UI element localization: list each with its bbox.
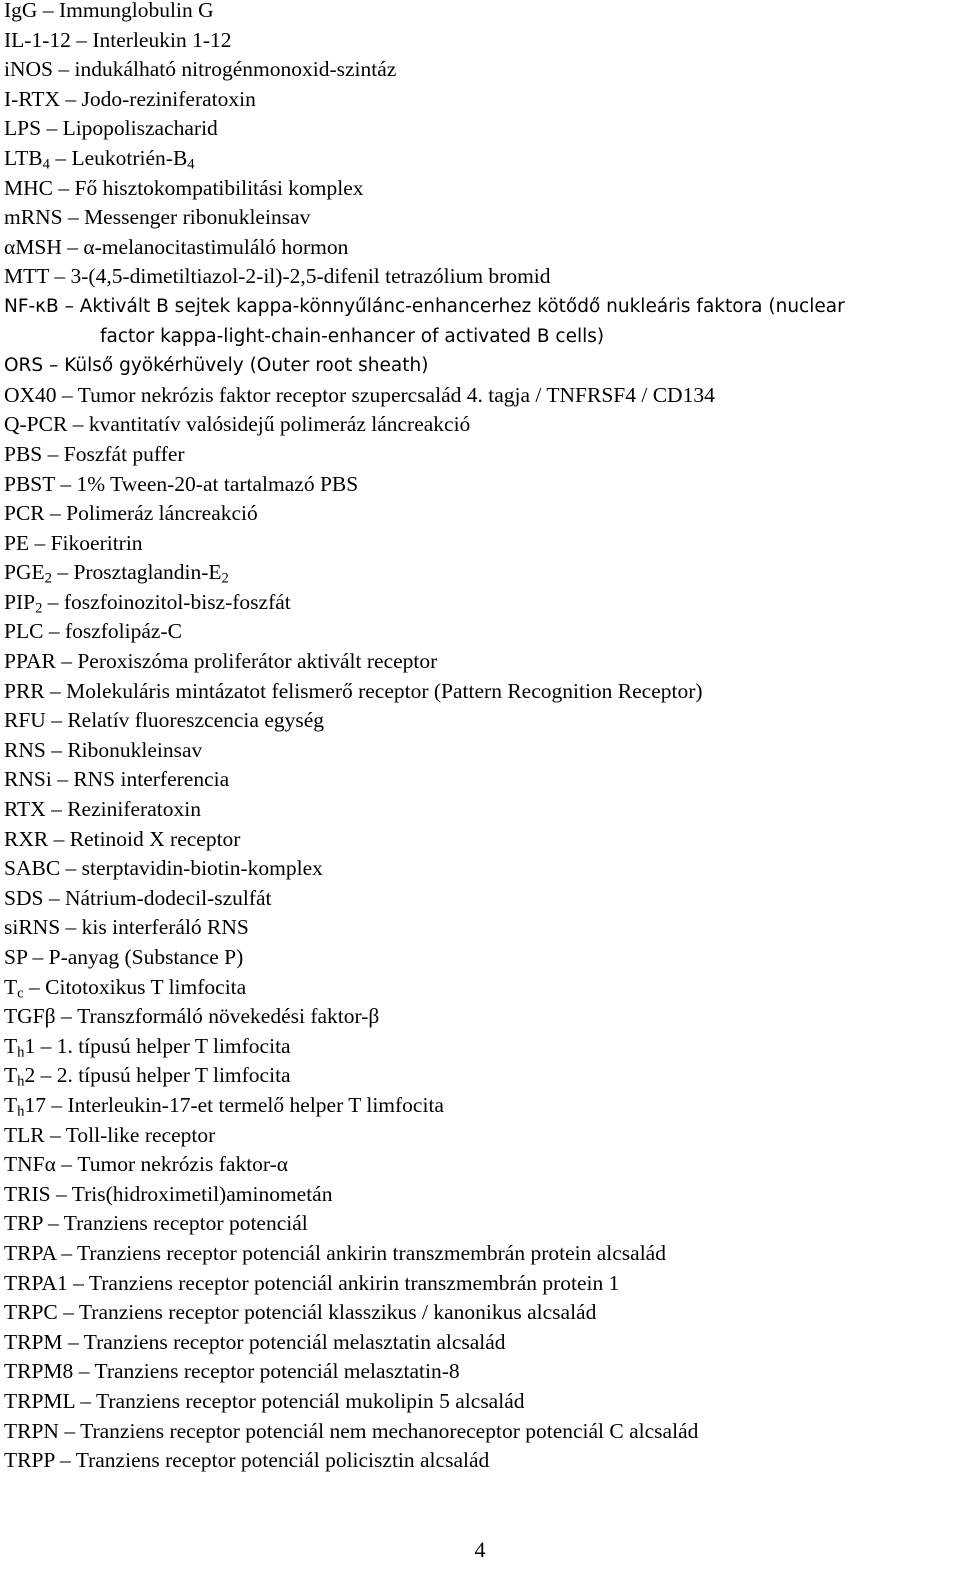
- abbreviation-entry: [4, 1002, 959, 1032]
- separator-dash: –: [49, 264, 71, 289]
- abbreviation-entry: [4, 0, 959, 26]
- separator-dash: –: [73, 1359, 95, 1384]
- abbreviation-term: MTT: [4, 264, 49, 289]
- abbreviation-definition: Reziniferatoxin: [67, 797, 201, 822]
- abbreviation-definition: Tumor nekrózis faktor receptor szupercsalád 4. tagja / TNFRSF4 / CD134: [77, 382, 715, 407]
- abbreviation-entry: [4, 736, 959, 766]
- abbreviation-term: T: [4, 974, 18, 999]
- abbreviation-definition: Toll-like receptor: [65, 1122, 216, 1147]
- abbreviation-term: PBST: [4, 471, 55, 496]
- abbreviation-definition: Polimeráz láncreakció: [66, 501, 258, 526]
- abbreviation-definition: Fikoeritrin: [50, 530, 143, 555]
- abbreviation-term: TRIS: [4, 1181, 51, 1206]
- abbreviation-entry: [4, 677, 959, 707]
- separator-dash: –: [50, 1181, 72, 1206]
- abbreviation-definition: Citotoxikus T limfocita: [45, 974, 247, 999]
- abbreviation-term: TRPN: [4, 1418, 59, 1443]
- separator-dash: –: [60, 86, 82, 111]
- abbreviation-entry: [4, 114, 959, 144]
- abbreviation-term: OX40: [4, 382, 57, 407]
- abbreviation-term: TRPM: [4, 1329, 63, 1354]
- separator-dash: –: [60, 856, 82, 881]
- abbreviation-entry: [4, 854, 959, 884]
- abbreviation-term: PRR: [4, 678, 45, 703]
- abbreviation-definition: 1% Tween-20-at tartalmazó PBS: [76, 471, 359, 496]
- abbreviation-term: iNOS: [4, 57, 53, 82]
- abbreviation-entry: [4, 825, 959, 855]
- separator-dash: –: [44, 678, 67, 703]
- separator-dash: –: [58, 295, 80, 317]
- abbreviation-definition: Interleukin 1-12: [92, 27, 232, 52]
- abbreviation-definition: Retinoid X receptor: [69, 826, 241, 851]
- abbreviation-definition: Fő hisztokompatibilitási komplex: [74, 175, 364, 200]
- separator-dash: –: [42, 441, 64, 466]
- abbreviation-subscript: c: [17, 985, 24, 1002]
- abbreviation-entry: [4, 588, 959, 618]
- abbreviation-term: TRPC: [4, 1300, 58, 1325]
- separator-dash: –: [45, 708, 68, 733]
- abbreviation-term: RNS: [4, 737, 46, 762]
- separator-dash: –: [67, 412, 89, 437]
- abbreviation-definition: Aktivált B sejtek kappa-könnyűlánc-enhancerhez kötődő nukleáris faktora (nuclear: [79, 295, 845, 317]
- abbreviation-definition: Nátrium-dodecil-szulfát: [64, 885, 272, 910]
- abbreviation-term: IL-1-12: [4, 27, 71, 52]
- abbreviation-entry: [4, 26, 959, 56]
- abbreviation-term: T: [4, 1092, 18, 1117]
- abbreviation-definition: RNS interferencia: [73, 767, 230, 792]
- abbreviation-term: RTX: [4, 797, 46, 822]
- abbreviation-entry: [4, 351, 959, 381]
- abbreviation-term: T: [4, 1063, 18, 1088]
- separator-dash: –: [48, 826, 70, 851]
- abbreviation-entry: [4, 470, 959, 500]
- separator-dash: –: [44, 501, 67, 526]
- abbreviation-term: mRNS: [4, 205, 63, 230]
- separator-dash: –: [43, 619, 65, 644]
- separator-dash: –: [55, 1240, 77, 1265]
- abbreviation-entry: [4, 795, 959, 825]
- separator-dash: –: [35, 1063, 57, 1088]
- separator-dash: –: [45, 797, 68, 822]
- abbreviation-definition: Tranziens receptor potenciál nem mechanoreceptor potenciál C alcsalád: [80, 1418, 699, 1443]
- abbreviation-definition: P-anyag (Substance P): [48, 945, 244, 969]
- abbreviation-entry: [4, 1357, 959, 1387]
- abbreviation-entry: [4, 174, 959, 204]
- abbreviation-suffix: 2: [24, 1063, 36, 1088]
- abbreviation-definition: Tranziens receptor potenciál mukolipin 5 alcsalád: [96, 1388, 525, 1413]
- abbreviation-term: αMSH: [4, 234, 62, 259]
- abbreviation-term: RXR: [4, 826, 49, 851]
- separator-dash: –: [57, 1300, 79, 1325]
- abbreviation-entry: [4, 1387, 959, 1417]
- abbreviation-definition: sterptavidin-biotin-komplex: [81, 856, 323, 881]
- abbreviation-term: PBS: [4, 441, 43, 466]
- abbreviation-entry: [4, 706, 959, 736]
- abbreviation-entry: [4, 1446, 959, 1476]
- separator-dash: –: [23, 974, 46, 999]
- separator-dash: –: [61, 234, 84, 259]
- abbreviation-definition: Relatív fluoreszcencia egység: [67, 708, 325, 733]
- abbreviation-subscript: h: [17, 1044, 25, 1061]
- abbreviation-term: TRPA: [4, 1240, 56, 1265]
- separator-dash: –: [41, 116, 63, 141]
- separator-dash: –: [58, 1418, 81, 1443]
- abbreviation-term: I-RTX: [4, 86, 61, 111]
- abbreviation-entry: [4, 233, 959, 263]
- abbreviation-entry: [4, 943, 959, 973]
- abbreviation-entry: [4, 1298, 959, 1328]
- separator-dash: –: [54, 1448, 76, 1473]
- separator-dash: –: [51, 767, 74, 792]
- abbreviation-definition: Tranziens receptor potenciál ankirin transzmembrán protein alcsalád: [76, 1240, 666, 1265]
- separator-dash: –: [42, 1211, 64, 1236]
- abbreviation-term: SP: [4, 945, 28, 969]
- abbreviation-term: LPS: [4, 116, 42, 141]
- abbreviation-definition: foszfolipáz-C: [64, 619, 182, 644]
- separator-dash: –: [70, 27, 93, 52]
- abbreviation-definition: 2. típusú helper T limfocita: [56, 1063, 291, 1088]
- separator-dash: –: [42, 589, 64, 614]
- abbreviation-entry: [4, 765, 959, 795]
- abbreviation-entry: [4, 1209, 959, 1239]
- abbreviation-subscript: 4: [42, 156, 50, 173]
- abbreviation-entry: [4, 1061, 959, 1091]
- abbreviation-entry: [4, 1032, 959, 1062]
- abbreviation-term: SDS: [4, 885, 44, 910]
- separator-dash: –: [55, 1152, 78, 1177]
- separator-dash: –: [55, 649, 78, 674]
- abbreviation-term: LTB: [4, 145, 43, 170]
- separator-dash: –: [43, 355, 65, 377]
- abbreviation-entry: [4, 884, 959, 914]
- separator-dash: –: [52, 57, 75, 82]
- abbreviation-subscript: 2: [44, 570, 52, 587]
- abbreviation-term: T: [4, 1033, 18, 1058]
- abbreviation-definition: Tranziens receptor potenciál: [63, 1211, 308, 1236]
- abbreviation-term: TRP: [4, 1211, 43, 1236]
- abbreviation-entry: [4, 144, 959, 174]
- separator-dash: –: [55, 471, 77, 496]
- abbreviation-entry: [4, 440, 959, 470]
- separator-dash: –: [45, 737, 68, 762]
- abbreviation-entry: [4, 1180, 959, 1210]
- abbreviation-term: Q-PCR: [4, 412, 68, 437]
- abbreviation-definition: α-melanocitastimuláló hormon: [83, 234, 349, 259]
- abbreviation-definition: 1. típusú helper T limfocita: [56, 1033, 291, 1058]
- separator-dash: –: [56, 382, 78, 407]
- abbreviation-definition: Tranziens receptor potenciál policisztin alcsalád: [75, 1448, 490, 1473]
- abbreviation-entry: [4, 499, 959, 529]
- separator-dash: –: [67, 1270, 89, 1295]
- separator-dash: –: [27, 945, 49, 969]
- separator-dash: –: [35, 1033, 57, 1058]
- abbreviation-term: NF-κB: [4, 295, 59, 317]
- abbreviation-definition: Tranziens receptor potenciál ankirin transzmembrán protein 1: [88, 1270, 620, 1295]
- abbreviation-term: TNFα: [4, 1152, 56, 1177]
- abbreviation-definition: Tranziens receptor potenciál klasszikus / kanonikus alcsalád: [78, 1300, 597, 1325]
- abbreviation-term: TRPML: [4, 1388, 75, 1413]
- abbreviation-entry: [4, 292, 959, 351]
- abbreviation-term: PCR: [4, 501, 45, 526]
- abbreviation-subscript: h: [17, 1103, 25, 1120]
- separator-dash: –: [60, 915, 82, 940]
- abbreviation-entry: [4, 1239, 959, 1269]
- abbreviation-entry: [4, 1269, 959, 1299]
- abbreviation-term: PGE: [4, 560, 45, 585]
- abbreviation-definition: Tumor nekrózis faktor-α: [77, 1152, 289, 1177]
- abbreviation-term: PLC: [4, 619, 44, 644]
- abbreviation-entry: [4, 1121, 959, 1151]
- abbreviation-term: TRPP: [4, 1448, 55, 1473]
- separator-dash: –: [52, 175, 75, 200]
- separator-dash: –: [74, 1388, 97, 1413]
- abbreviation-entry: [4, 913, 959, 943]
- separator-dash: –: [37, 0, 59, 22]
- abbreviation-term: ORS: [4, 355, 44, 377]
- abbreviation-entry: [4, 262, 959, 292]
- abbreviation-definition: Transzformáló növekedési faktor-β: [77, 1004, 380, 1029]
- abbreviation-definition: Lipopoliszacharid: [62, 116, 218, 141]
- abbreviation-term: TRPA1: [4, 1270, 68, 1295]
- abbreviation-term: PIP: [4, 589, 36, 614]
- abbreviation-entry: [4, 1417, 959, 1447]
- abbreviation-term: PE: [4, 530, 30, 555]
- separator-dash: –: [62, 205, 85, 230]
- abbreviation-definition: foszfoinozitol-bisz-foszfát: [63, 589, 291, 614]
- abbreviation-term: MHC: [4, 175, 53, 200]
- abbreviation-term: TRPM8: [4, 1359, 74, 1384]
- abbreviation-entry: [4, 647, 959, 677]
- abbreviation-definition: Prosztaglandin-E: [73, 560, 222, 585]
- page-number: 4: [474, 1537, 486, 1562]
- abbreviation-definition: Molekuláris mintázatot felismerő receptor (Pattern Recognition Receptor): [66, 678, 703, 703]
- abbreviation-suffix: 1: [24, 1033, 36, 1058]
- abbreviation-definition: Tranziens receptor potenciál melasztatin-8: [94, 1359, 460, 1384]
- separator-dash: –: [62, 1329, 84, 1354]
- abbreviation-entry: [4, 617, 959, 647]
- abbreviation-term: SABC: [4, 856, 61, 881]
- abbreviation-definition: kvantitatív valósidejű polimeráz láncreakció: [88, 412, 471, 437]
- abbreviation-subscript: h: [17, 1074, 25, 1091]
- abbreviation-definition: Ribonukleinsav: [67, 737, 203, 762]
- abbreviation-subscript: 2: [35, 600, 43, 617]
- abbreviation-term: IgG: [4, 0, 38, 22]
- abbreviation-definition: indukálható nitrogénmonoxid-szintáz: [74, 57, 397, 82]
- abbreviation-term: PPAR: [4, 649, 56, 674]
- definition-subscript: 4: [187, 156, 195, 173]
- abbreviation-definition: Leukotrién-B: [71, 145, 188, 170]
- abbreviation-definition: Peroxiszóma proliferátor aktivált receptor: [77, 649, 438, 674]
- abbreviation-definition: Tris(hidroximetil)aminometán: [71, 1181, 333, 1206]
- separator-dash: –: [55, 1004, 78, 1029]
- abbreviation-term: siRNS: [4, 915, 61, 940]
- separator-dash: –: [45, 1092, 68, 1117]
- abbreviation-entry: [4, 1091, 959, 1121]
- separator-dash: –: [51, 560, 74, 585]
- abbreviation-term: RNSi: [4, 767, 52, 792]
- abbreviation-definition: Interleukin-17-et termelő helper T limfocita: [67, 1092, 444, 1117]
- abbreviation-entry: [4, 381, 959, 411]
- separator-dash: –: [43, 885, 65, 910]
- abbreviation-definition: 3-(4,5-dimetiltiazol-2-il)-2,5-difenil tetrazólium bromid: [70, 264, 551, 289]
- abbreviation-entry: [4, 85, 959, 115]
- abbreviation-definition: Immunglobulin G: [58, 0, 214, 22]
- abbreviation-entry: [4, 1328, 959, 1358]
- separator-dash: –: [49, 145, 72, 170]
- abbreviation-definition: Foszfát puffer: [63, 441, 185, 466]
- abbreviation-entry: [4, 558, 959, 588]
- abbreviation-definition: Messenger ribonukleinsav: [84, 205, 311, 230]
- abbreviation-list: [4, 0, 959, 1476]
- separator-dash: –: [29, 530, 51, 555]
- abbreviation-entry: [4, 410, 959, 440]
- abbreviation-term: RFU: [4, 708, 46, 733]
- abbreviation-entry: [4, 529, 959, 559]
- abbreviation-definition: Jodo-reziniferatoxin: [81, 86, 256, 111]
- separator-dash: –: [44, 1122, 66, 1147]
- definition-continuation: factor kappa-light-chain-enhancer of activated B cells): [100, 325, 605, 347]
- abbreviation-definition: kis interferáló RNS: [81, 915, 249, 940]
- abbreviation-definition: Tranziens receptor potenciál melasztatin alcsalád: [83, 1329, 506, 1354]
- abbreviation-entry: [4, 55, 959, 85]
- abbreviation-entry: [4, 203, 959, 233]
- abbreviation-entry: [4, 973, 959, 1003]
- abbreviation-suffix: 17: [24, 1092, 46, 1117]
- definition-subscript: 2: [221, 570, 229, 587]
- abbreviation-definition: Külső gyökérhüvely (Outer root sheath): [64, 355, 429, 377]
- abbreviation-entry: [4, 1150, 959, 1180]
- abbreviation-term: TLR: [4, 1122, 45, 1147]
- abbreviation-term: TGFβ: [4, 1004, 56, 1029]
